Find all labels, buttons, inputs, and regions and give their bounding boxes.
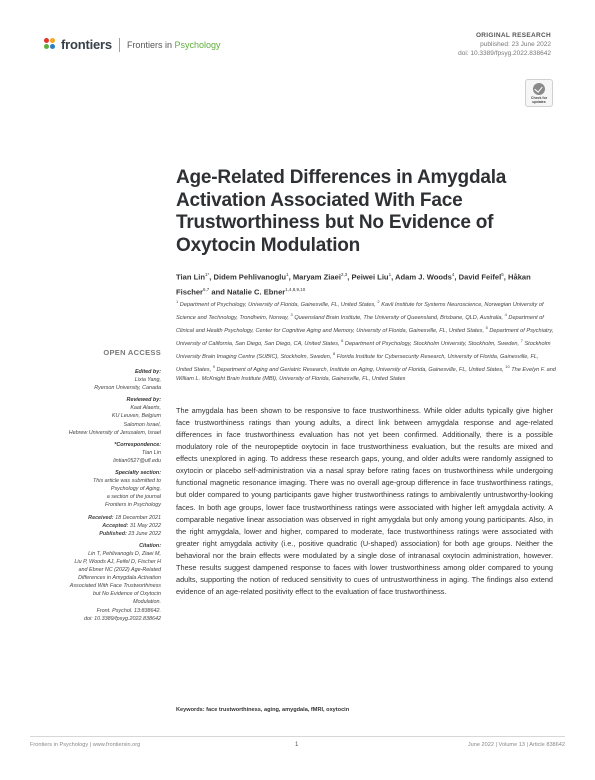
received-value: 18 December 2021	[115, 514, 161, 521]
logo-divider	[119, 38, 120, 52]
affiliation-text: The Evelyn F. and William L. McKnight Brain Institute (MBI), University of Florida, Gainesville, FL, United States	[176, 366, 556, 382]
sidebar-line: Lin T, Pehlivanoglu D, Ziaei M,	[88, 550, 161, 557]
sidebar-line: Frontiers in Psychology	[104, 502, 161, 509]
keywords-list: face trustworthiness, aging, amygdala, fMRI, oxytocin	[206, 707, 350, 713]
sidebar-line: Liu P, Woods AJ, Feifel D, Fischer H	[74, 558, 161, 565]
sidebar-line: Front. Psychol. 13:838642.	[96, 607, 161, 614]
sidebar-line: Tian Lin	[141, 449, 161, 456]
affiliations	[176, 297, 556, 384]
accepted-value: 31 May 2022	[129, 522, 161, 529]
author-separator: ,	[503, 272, 508, 282]
footer-issue-info: June 2022 | Volume 13 | Article 838642	[467, 742, 565, 748]
author-affiliation-marker: 1,4,8,9,10	[285, 286, 306, 292]
reviewed-by-label: Reviewed by:	[126, 397, 161, 404]
reviewed-by-block	[30, 396, 161, 436]
author-and: and	[209, 287, 228, 297]
author-name[interactable]: Peiwei Liu	[351, 272, 389, 282]
correspondence-email-link[interactable]: lintian0527@ufl.edu	[113, 457, 161, 464]
open-access-label: OPEN ACCESS	[103, 348, 161, 357]
author-name[interactable]: Adam J. Woods	[395, 272, 452, 282]
edited-by-label: Edited by:	[134, 369, 161, 375]
abstract: The amygdala has been shown to be responsive to face trustworthiness. While older adults typically give higher face trustworthiness ratings than young adults, a direct link between amygdala response and age-related differences in face trustworthiness evaluation has not yet been confirmed. Additionally, there is a possible modulatory role of the neuropeptide oxytocin in face trustworthiness evaluation, but the results are mixed and effects unexplored in aging. To address these research gaps, young, and older adults were randomly assigned to oxytocin or placebo self-administration via a nasal spray before rating faces on trustworthiness while undergoing functional magnetic resonance imaging. There was no overall age-group difference in face trustworthiness ratings, but older compared to young participants gave higher trustworthiness ratings to ambivalently untrustworthy-looking faces. In both age groups, lower face trustworthiness ratings were associated with higher left amygdala activity. A comparable negative linear association was observed in right amygdala but only among young participants. Also, in the right amygdala, lower and higher, compared to moderate, face trustworthiness ratings were associated with greater right amygdala activity (i.e., positive quadratic (U-shaped) association) for both age groups. Neither the behavioral nor the brain effects were modulated by a single dose of intranasal oxytocin administration, however. These results suggest dampened response to faces with lower trustworthiness among older compared to young adults, supporting the notion of reduced sensitivity to cues of untrustworthiness in aging. The findings also extend evidence of an age-related positivity effect to the evaluation of face trustworthiness.	[176, 406, 553, 596]
citation-block	[30, 542, 161, 623]
sidebar-line: Hebrew University of Jerusalem, Israel	[68, 429, 161, 436]
author-list	[176, 269, 556, 298]
sidebar-line: Ryerson University, Canada	[94, 385, 161, 392]
affiliation-marker: 5	[485, 324, 488, 330]
sidebar-line: and Ebner NC (2022) Age-Related	[78, 567, 161, 574]
published-date-sidebar	[30, 530, 161, 538]
sidebar-line: This article was submitted to	[92, 478, 161, 485]
citation-label: Citation:	[139, 542, 161, 549]
logo-text: frontiers	[61, 37, 112, 52]
accepted-label: Accepted:	[102, 522, 129, 529]
affiliation-marker: 9	[212, 363, 215, 369]
affiliation-text: Queensland Brain Institute, The University of Queensland, Brisbane, QLD, Australia,	[292, 314, 505, 321]
check-updates-label: Check for updates	[530, 95, 548, 104]
sidebar-line: Salomon Israel,	[123, 421, 161, 428]
sidebar-line: Kaat Alaerts,	[130, 405, 161, 412]
author-affiliation-marker: 1	[286, 272, 289, 277]
check-for-updates-button[interactable]	[525, 79, 553, 107]
keywords	[176, 707, 553, 713]
author-name[interactable]: Håkan Fischer	[176, 272, 531, 297]
author-separator: ,	[288, 272, 293, 282]
affiliation-text: Stockholm University Brain Imaging Centre (SUBIC), Stockholm, Sweden,	[176, 340, 551, 360]
affiliation-text: Department of Psychology, University of Florida, Gainesville, FL, United States,	[178, 301, 378, 308]
author-affiliation-marker: 1	[388, 272, 392, 277]
affiliation-marker: 10	[505, 363, 510, 369]
frontiers-logo-icon	[44, 38, 58, 52]
affiliation-text: Kavli Institute for Systems Neuroscience, Norwegian University of Science and Technology, Trondheim, Norway,	[176, 301, 544, 321]
affiliation-text: Department of Aging and Geriatric Research, Institute on Aging, University of Florida, Gainesville, FL, United States,	[214, 366, 506, 373]
specialty-block	[30, 469, 161, 509]
affiliation-marker: 6	[341, 337, 344, 343]
published-label: Published:	[99, 530, 127, 537]
edited-by-block	[30, 368, 161, 392]
published-value: 23 June 2022	[128, 530, 161, 537]
author-separator: ,	[209, 272, 214, 282]
article-title: Age-Related Differences in Amygdala Activation Associated With Face Trustworthiness but No Evidence of Oxytocin Modulation	[176, 167, 507, 256]
article-info-sidebar	[30, 368, 161, 627]
received-date	[30, 514, 161, 522]
author-affiliation-marker: 2,3	[340, 272, 348, 277]
correspondence-label: *Correspondence:	[114, 441, 161, 448]
dates-block	[30, 514, 161, 538]
sidebar-line: KU Leuven, Belgium	[111, 413, 161, 420]
sidebar-line: Modulation.	[133, 599, 161, 606]
sidebar-line: Differences in Amygdala Activation	[78, 575, 161, 582]
article-type: ORIGINAL RESEARCH	[475, 32, 551, 39]
affiliation-marker: 7	[520, 337, 523, 343]
citation-doi-link[interactable]: doi: 10.3389/fpsyg.2022.838642	[83, 615, 161, 622]
author-name[interactable]: Maryam Ziaei	[292, 272, 341, 282]
keywords-label: Keywords:	[176, 707, 205, 713]
sidebar-line: a section of the journal	[106, 494, 161, 501]
specialty-label: Specialty section:	[115, 470, 161, 477]
sidebar-line: but No Evidence of Oxytocin	[92, 591, 161, 598]
author-name[interactable]: Didem Pehlivanoglu	[213, 272, 287, 282]
affiliation-text: Department of Psychiatry, University of California, San Diego, San Diego, CA, United States,	[176, 327, 554, 347]
author-name[interactable]: Natalie C. Ebner	[227, 287, 286, 297]
journal-field: Psychology	[174, 39, 221, 50]
footer-divider	[30, 736, 565, 737]
received-label: Received:	[88, 514, 114, 521]
affiliation-text: Florida Institute for Cybersecurity Research, University of Florida, Gainesville, FL, United States,	[176, 353, 539, 373]
journal-prefix: Frontiers in	[126, 39, 175, 50]
page-number: 1	[295, 742, 299, 748]
affiliation-text: Department of Psychology, Stockholm University, Stockholm, Sweden,	[343, 340, 521, 347]
correspondence-block	[30, 441, 161, 465]
affiliation-marker: 4	[504, 311, 507, 317]
author-affiliation-marker: 6,7	[203, 286, 210, 292]
author-affiliation-marker: 4	[451, 272, 455, 277]
check-updates-icon	[533, 83, 545, 95]
affiliation-marker: 3	[290, 311, 293, 317]
published-date: published: 23 June 2022	[480, 41, 551, 48]
author-name[interactable]: Tian Lin	[176, 272, 205, 282]
author-separator: ,	[454, 272, 459, 282]
sidebar-line: Associated With Face Trustworthiness	[69, 583, 161, 590]
sidebar-line: Lixia Yang,	[134, 377, 161, 384]
sidebar-line: Psychology of Aging,	[110, 486, 161, 493]
affiliation-text: Department of Clinical and Health Psychology, Center for Cognitive Aging and Memory, University of Florida, Gainesville, FL, United States,	[176, 314, 544, 334]
journal-name	[127, 40, 221, 50]
affiliation-marker: 1	[176, 299, 179, 304]
accepted-date	[30, 522, 161, 530]
frontiers-logo[interactable]	[44, 37, 220, 52]
author-separator: ,	[347, 272, 352, 282]
footer-journal[interactable]: Frontiers in Psychology | www.frontiersin.org	[30, 742, 141, 748]
author-name[interactable]: David Feifel	[458, 272, 502, 282]
author-separator: ,	[391, 272, 396, 282]
author-affiliation-marker: 1*	[204, 272, 210, 277]
author-affiliation-marker: 5	[501, 272, 504, 277]
affiliation-marker: 2	[377, 299, 380, 304]
doi-link[interactable]: doi: 10.3389/fpsyg.2022.838642	[458, 50, 551, 57]
affiliation-marker: 8	[333, 350, 336, 356]
